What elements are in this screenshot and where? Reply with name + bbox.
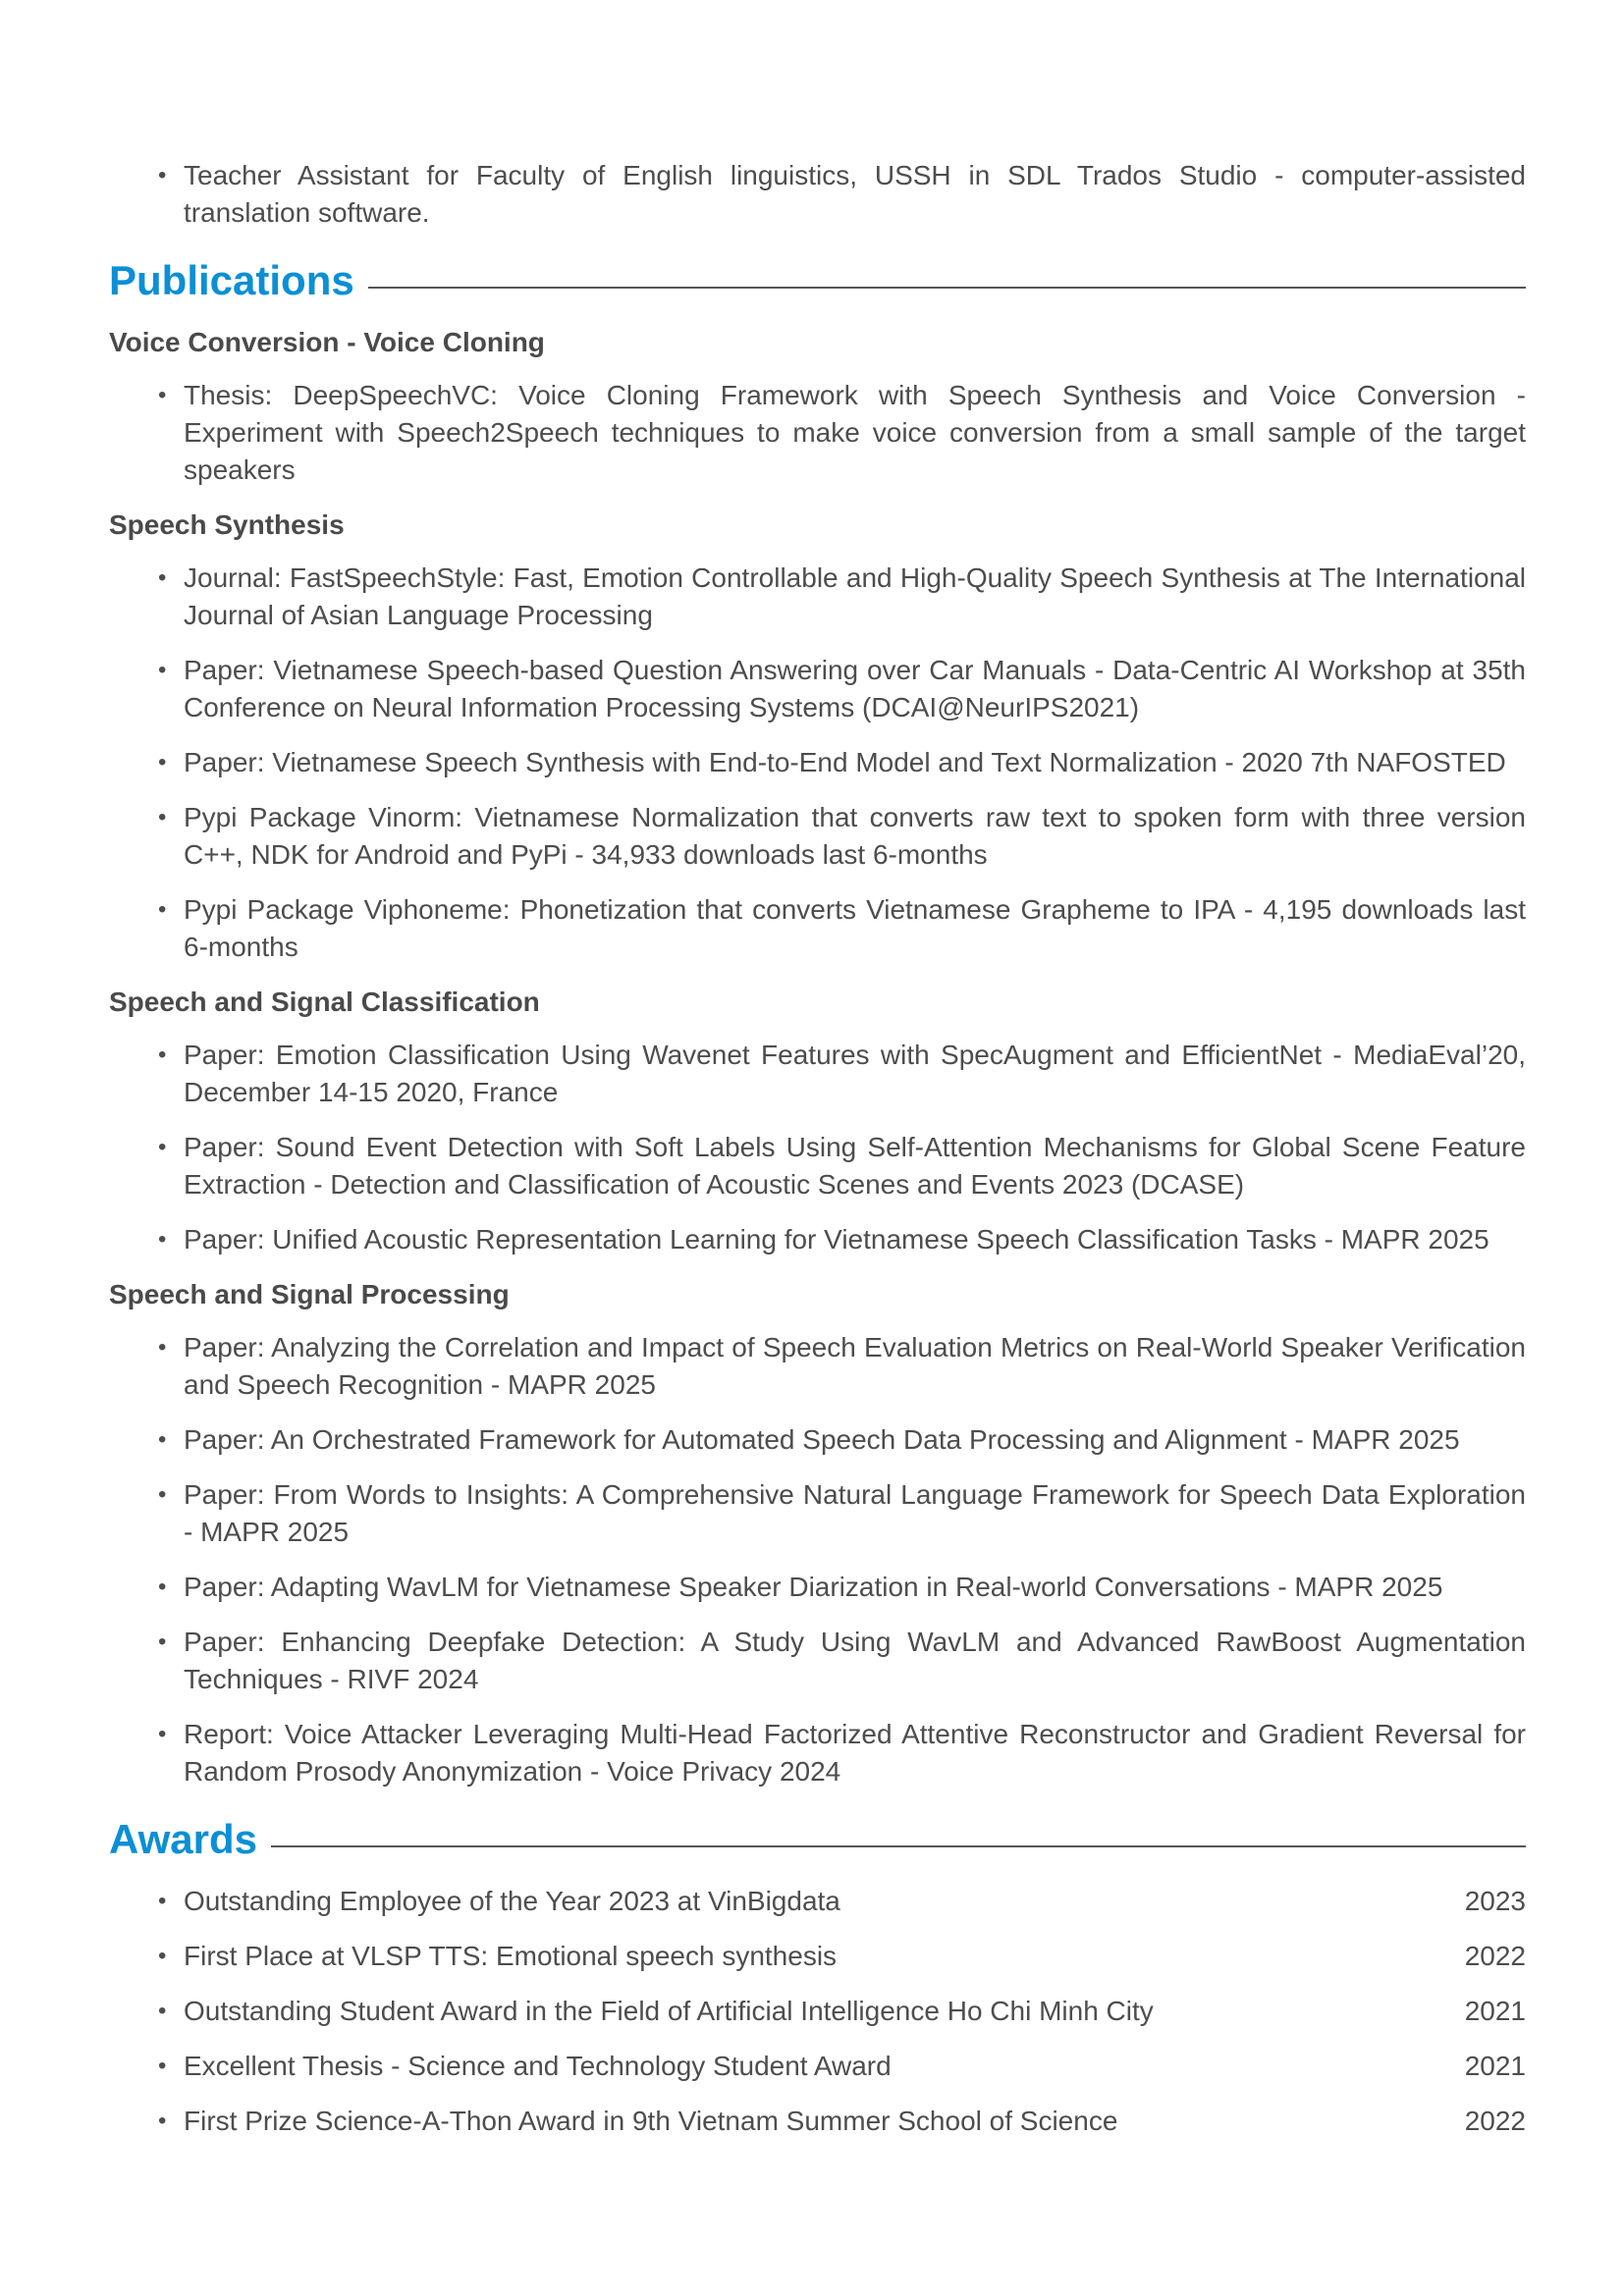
bullet-icon: • — [158, 1998, 167, 2024]
list-item — [109, 1716, 1526, 1790]
pub-group-heading: Speech Synthesis — [109, 509, 345, 540]
bullet-icon: • — [158, 1721, 167, 1747]
list-item — [109, 1569, 1526, 1606]
item-text: Journal: FastSpeechStyle: Fast, Emotion Controllable and High-Quality Speech Synthesis at The International Journal of Asian Language Processing — [184, 562, 1526, 630]
list-item — [109, 1624, 1526, 1698]
award-year: 2022 — [1464, 1941, 1526, 1971]
award-text: First Prize Science-A-Thon Award in 9th Vietnam Summer School of Science — [184, 2106, 1118, 2136]
list-item — [109, 377, 1526, 489]
list-item — [109, 157, 1526, 232]
item-text: Paper: Sound Event Detection with Soft Labels Using Self-Attention Mechanisms for Global Scene Feature Extraction - Detection and Classification of Acoustic Scenes and Events 2023 (DCASE) — [184, 1132, 1526, 1200]
bullet-icon: • — [158, 657, 167, 683]
bullet-icon: • — [158, 1888, 167, 1914]
bullet-icon: • — [158, 1334, 167, 1361]
item-text: Paper: Unified Acoustic Representation Learning for Vietnamese Speech Classification Tasks - MAPR 2025 — [184, 1224, 1489, 1255]
list-item — [109, 560, 1526, 634]
bullet-icon: • — [158, 1574, 167, 1600]
publications-header — [109, 253, 1526, 308]
item-text: Paper: Vietnamese Speech-based Question Answering over Car Manuals - Data-Centric AI Workshop at 35th Conference on Neural Information Processing Systems (DCAI@NeurIPS2021) — [184, 655, 1526, 722]
item-text: Paper: Enhancing Deepfake Detection: A Study Using WavLM and Advanced RawBoost Augmentation Techniques - RIVF 2024 — [184, 1627, 1526, 1694]
list-item — [109, 799, 1526, 874]
award-item — [109, 1883, 1526, 1920]
pub-group-heading: Speech and Signal Processing — [109, 1279, 510, 1309]
list-item — [109, 1221, 1526, 1258]
item-text: Paper: Adapting WavLM for Vietnamese Speaker Diarization in Real-world Conversations - MAPR 2025 — [184, 1572, 1443, 1602]
bullet-icon: • — [158, 162, 167, 188]
item-text: Paper: Vietnamese Speech Synthesis with End-to-End Model and Text Normalization - 2020 7th NAFOSTED — [184, 747, 1506, 777]
bullet-icon: • — [158, 1426, 167, 1453]
section-title-publications: Publications — [109, 257, 354, 303]
list-item — [109, 1329, 1526, 1404]
resume-content — [109, 157, 1526, 2158]
award-text: Outstanding Student Award in the Field of Artificial Intelligence Ho Chi Minh City — [184, 1996, 1154, 2026]
award-year: 2021 — [1464, 2051, 1526, 2081]
bullet-icon: • — [158, 896, 167, 923]
bullet-icon: • — [158, 804, 167, 830]
item-text: Teacher Assistant for Faculty of English linguistics, USSH in SDL Trados Studio - computer-assisted translation software. — [184, 160, 1526, 228]
bullet-icon: • — [158, 2108, 167, 2134]
item-text: Pypi Package Viphoneme: Phonetization that converts Vietnamese Grapheme to IPA - 4,195 downloads last 6-months — [184, 894, 1526, 962]
award-text: First Place at VLSP TTS: Emotional speech synthesis — [184, 1941, 838, 1971]
pub-group-list — [109, 1329, 1526, 1790]
item-text: Paper: Emotion Classification Using Wavenet Features with SpecAugment and EfficientNet - MediaEval’20, December 14-15 2020, France — [184, 1040, 1526, 1107]
award-year: 2022 — [1464, 2106, 1526, 2136]
pub-group-list — [109, 560, 1526, 966]
item-text: Paper: From Words to Insights: A Comprehensive Natural Language Framework for Speech Data Exploration - MAPR 2025 — [184, 1479, 1526, 1547]
list-item — [109, 1421, 1526, 1459]
award-item — [109, 1993, 1526, 2030]
award-item — [109, 2048, 1526, 2085]
list-item — [109, 1129, 1526, 1203]
pub-group-list — [109, 1037, 1526, 1258]
list-item — [109, 891, 1526, 966]
item-text: Paper: An Orchestrated Framework for Automated Speech Data Processing and Alignment - MAPR 2025 — [184, 1424, 1460, 1455]
list-item — [109, 1037, 1526, 1111]
award-year: 2021 — [1464, 1996, 1526, 2026]
list-item — [109, 652, 1526, 726]
list-item — [109, 1476, 1526, 1551]
bullet-icon: • — [158, 1481, 167, 1508]
awards-header — [109, 1812, 1526, 1867]
pub-group-heading: Speech and Signal Classification — [109, 987, 540, 1017]
bullet-icon: • — [158, 1226, 167, 1253]
bullet-icon: • — [158, 382, 167, 408]
award-item — [109, 2103, 1526, 2140]
list-item — [109, 744, 1526, 781]
bullet-icon: • — [158, 564, 167, 591]
bullet-icon: • — [158, 2053, 167, 2079]
section-divider — [368, 287, 1526, 289]
pub-group-heading: Voice Conversion - Voice Cloning — [109, 327, 545, 357]
item-text: Report: Voice Attacker Leveraging Multi-Head Factorized Attentive Reconstructor and Gradient Reversal for Random Prosody Anonymization - Voice Privacy 2024 — [184, 1719, 1526, 1787]
bullet-icon: • — [158, 749, 167, 775]
pub-group-list — [109, 377, 1526, 489]
item-text: Thesis: DeepSpeechVC: Voice Cloning Framework with Speech Synthesis and Voice Conversion - Experiment with Speech2Speech techniques to make voice conversion from a small sample of the target speakers — [184, 380, 1526, 485]
section-title-awards: Awards — [109, 1816, 257, 1862]
bullet-icon: • — [158, 1041, 167, 1068]
bullet-icon: • — [158, 1629, 167, 1655]
bullet-icon: • — [158, 1134, 167, 1160]
intro-list — [109, 157, 1526, 232]
award-year: 2023 — [1464, 1886, 1526, 1916]
bullet-icon: • — [158, 1943, 167, 1969]
item-text: Pypi Package Vinorm: Vietnamese Normalization that converts raw text to spoken form with three version C++, NDK for Android and PyPi - 34,933 downloads last 6-months — [184, 802, 1526, 870]
awards-list — [109, 1883, 1526, 2140]
award-item — [109, 1938, 1526, 1975]
section-divider — [271, 1845, 1526, 1847]
item-text: Paper: Analyzing the Correlation and Impact of Speech Evaluation Metrics on Real-World Speaker Verification and Speech Recognition - MAPR 2025 — [184, 1332, 1526, 1400]
award-text: Excellent Thesis - Science and Technology Student Award — [184, 2051, 892, 2081]
award-text: Outstanding Employee of the Year 2023 at VinBigdata — [184, 1886, 840, 1916]
